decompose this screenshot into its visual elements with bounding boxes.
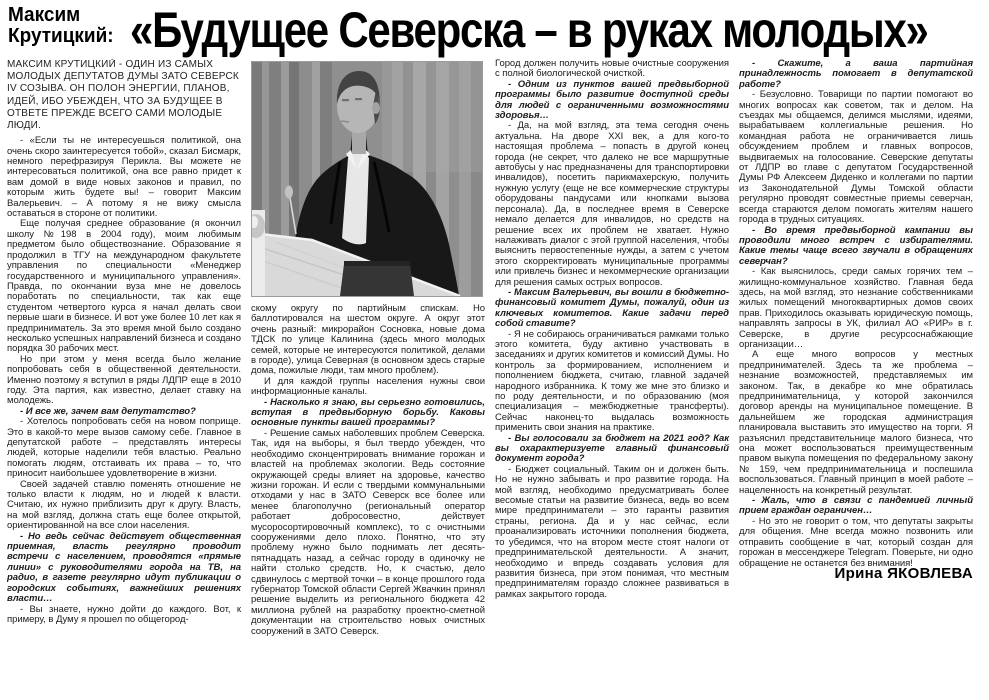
kicker-name — [8, 5, 114, 47]
article-column — [739, 59, 973, 700]
question-paragraph: - Но ведь сейчас действует общественная приемная, власть регулярно проводит встречи с населением, проводятся «прямые линии» с руководителями города на ТВ, на радио, в газете регулярно идут публикации о городских событиях, важнейших решениях власти… — [7, 530, 241, 605]
politician-photo — [252, 62, 482, 296]
article-column — [495, 59, 729, 700]
article-body — [7, 59, 982, 700]
article-paragraph: скому округу по партийным спискам. Но баллотировался на шестом округе. А округ этот очень разный: микрорайон Сосновка, новые дома ТДСК по улице Калинина (здесь много молодых семей, которые не интересуются политикой, делами в городе), улица Северная (в основном здесь старые дома, пожилые люди, там много проблем). — [251, 303, 485, 377]
article-paragraph: Но при этом у меня всегда было желание попробовать себя в общественной деятельности. Именно поэтому я вступил в ряды ЛДПР еще в 2010 году. Эта партия, как известно, делает ставку на молодежь. — [7, 353, 241, 407]
article-paragraph: - «Если ты не интересуешься политикой, она очень скоро заинтересуется тобой», сказал Бисмарк, немного перефразируя Перикла. Вы можете не интересоваться политикой, она все равно придет к вам домой в виде новых законов и правил, по которым жить будете вы! – говорит Максим Валерьевич. – А потому я не вижу смысла оставаться в стороне от политики. — [7, 135, 241, 220]
question-paragraph: - Вы голосовали за бюджет на 2021 год? Как вы охарактеризуете главный финансовый документ города? — [495, 432, 729, 465]
article-paragraph: - Как выяснилось, среди самых горячих тем – жилищно-коммунальное хозяйство. Главная беда здесь, на мой взгляд, это незнание собственниками жилых помещений многоквартирных домов своих прав. Приходилось оказывать юридическую помощь, направлять запросы в УК, филиал АО «РИР» в г. Северске, в другие ресурсоснабжающие организации… — [739, 266, 973, 350]
article-paragraph: - Да, на мой взгляд, эта тема сегодня очень актуальна. На дворе XXI век, а для кого-то настоящая проблема – попасть в другой конец города (не секрет, что далеко не все маршрутные автобусы у нас предназначены для транспортировки инвалидов), посетить парикмахерскую, получить нужную услугу (еще не все коммерческие структуры оборудованы пандусами или кнопками вызова персонала). Да, в последнее время в Северске немало делается для инвалидов, но средств на решение всех их проблем не хватает. Нужно налаживать диалог с этой группой населения, чтобы выяснить первостепенные нужды, а затем с учетом этого скорректировать муниципальные программы или привлечь бизнес и некоммерческие организации для решения самых острых вопросов. — [495, 120, 729, 288]
question-paragraph: - Насколько я знаю, вы серьезно готовились, вступая в предвыборную борьбу. Каковы основные пункты вашей программы? — [251, 396, 485, 429]
article-paragraph: - Я не собираюсь ограничиваться рамками только этого комитета, буду активно участвовать в заседаниях и других комитетов и комиссий Думы. Но контроль за формированием, исполнением и пополнением бюджета, считаю, главной задачей народного избранника. К тому же мне это близко и по роду деятельности, и по образованию (моя специализация – межбюджетные трансферты). Сейчас наконец-то выдалась возможность применить свои знания на практике. — [495, 328, 729, 434]
question-paragraph: - Во время предвыборной кампании вы проводили много встреч с избирателями. Какие темы чаще всего звучали в обращениях северчан? — [739, 224, 973, 267]
article-headline: «Будущее Северска – в руках молодых» — [130, 2, 928, 58]
kicker-line-1: Максим — [8, 4, 81, 26]
article-paragraph: МАКСИМ КРУТИЦКИЙ - ОДИН ИЗ САМЫХ МОЛОДЫХ ДЕПУТАТОВ ДУМЫ ЗАТО СЕВЕРСК IV СОЗЫВА. ОН ПОЛОН ЭНЕРГИИ, ПЛАНОВ, ИДЕЙ, ИБО УБЕЖДЕН, ЧТО ЗА БУДУЩЕЕ В ОТВЕТЕ ПРЕЖДЕ ВСЕГО САМИ МОЛОДЫЕ ЛЮДИ. — [7, 59, 239, 132]
article-paragraph: Своей задачей ставлю поменять отношение не только власти к людям, но и людей к власти. Считаю, их нужно приблизить друг к другу. Власть, на мой взгляд, должна стать еще более открытой, ориентированной на все слои населения. — [7, 478, 241, 532]
article-photo — [251, 61, 483, 297]
question-paragraph: - Скажите, а ваша партийная принадлежность помогает в депутатской работе? — [739, 59, 973, 90]
podium-equipment — [340, 264, 414, 296]
question-paragraph: - Одним из пунктов вашей предвыборной программы было развитие доступной среды для людей с ограниченными возможностями здоровья… — [495, 78, 729, 122]
article-paragraph: - Бюджет социальный. Таким он и должен быть. Но не нужно забывать и про развитие города. На мой взгляд, необходимо предусматривать более весомые статьи на развитие бизнеса, ведь во всем мире предприниматели – это гаранты развития страны, региона. Да и у нас сейчас, если проанализировать источники пополнения бюджета, то убедимся, что на втором месте стоят налоги от предпринимательской деятельности. А значит, необходимо и впредь создавать условия для развития бизнеса, при этом понимая, что местным предпринимателям гораздо сложнее развиваться в рамках закрытого города. — [495, 463, 729, 600]
article-paragraph: - Хотелось попробовать себя на новом поприще. Это в какой-то мере вызов самому себе. Главное в депутатской работе – представлять интересы людей, которые наделили тебя властью. Реально помогать людям, отстаивать их права – то, что приносит наибольшее удовлетворение в жизни. — [7, 416, 241, 480]
article-column — [7, 59, 241, 700]
headline-band — [0, 0, 989, 57]
podium-equipment-top — [344, 261, 410, 266]
article-column — [251, 59, 485, 700]
question-paragraph: - Жаль, что в связи с пандемией личный прием граждан ограничен… — [739, 495, 973, 517]
foreground-lectern — [252, 210, 265, 296]
article-paragraph: А еще много вопросов у местных предпринимателей. Здесь та же проблема – незнание возможностей, представляемых им законом. Так, в декабре ко мне обратилась предпринимательница, у которой закончился договор аренды на муниципальное помещение. В дальнейшем же городская администрация планировала выставить это имущество на торги. Я разъяснил представительнице малого бизнеса, что она может воспользоваться преимущественным правом выкупа помещения по федеральному закону № 159, чем предпринимательница и поспешила воспользоваться. Главный принцип в моей работе – нацеленность на конкретный результат. — [739, 349, 973, 496]
article-paragraph: - Безусловно. Товарищи по партии помогают во многих вопросах как советом, так и делом. На съездах мы общаемся, делимся мыслями, идеями, вырабатываем коллегиальные решения. Но командная работа не ограничивается лишь обсуждением проблем и главных вопросов, выдвигаемых на голосование. Северские депутаты от ЛДПР во главе с депутатом Государственной Думы РФ Алексеем Диденко и коллегами по партии из Законодательной Думы Томской области регулярно проводят совместные приемы северчан, всегда стараются делом помогать жителям нашего города в трудных ситуациях. — [739, 89, 973, 226]
article-paragraph: - Вы знаете, нужно дойти до каждого. Вот, к примеру, в Думу я прошел по общегород- — [7, 603, 241, 625]
author-byline: Ирина ЯКОВЛЕВА — [834, 564, 973, 582]
article-paragraph: - Решение самых наболевших проблем Северска. Так, идя на выборы, я был твердо убежден, что необходимо сконцентрировать внимание горожан и властей на проблемах экологии. Ведь состояние окружающей среды влияет на здоровье, качество жизни горожан. И если с твердыми коммунальными отходами у нас в ЗАТО Северск все более или менее благополучно (региональный оператор работает добросовестно, действует мусоросортировочный комплекс), то с очистными сооружениями дело плохо. Понятно, что эту проблему нужно было поднимать лет десять-пятнадцать назад, а сейчас городу в одиночку не найти столько средств. Но, к счастью, дело сдвинулось с мертвой точки – в конце прошлого года губернатор Томской области Сергей Жвачкин принял решение выделить из регионального бюджета 42 миллиона рублей на разработку проектно-сметной документации на строительство новых очистных сооружений в ЗАТО Северск. — [251, 427, 485, 637]
question-paragraph: - И все же, зачем вам депутатство? — [20, 405, 196, 417]
article-paragraph: Еще получая среднее образование (я окончил школу №198 в 2004 году), моим любимым предметом было обществознание. Образование я продолжил в ТГУ на международном факультете управления по специальности «Менеджер государственного и муниципального управления». Правда, по окончании вуза мне не довелось поработать по специальности, так как еще студентом четвертого курса я начал делать свои первые шаги в бизнесе. И вот уже более 10 лет как я предприниматель. За это время мной было создано несколько успешных направлений бизнеса и создано порядка 30 рабочих мест. — [7, 218, 241, 355]
kicker-line-2: Крутицкий: — [8, 25, 114, 47]
article-paragraph: - Но это не говорит о том, что депутаты закрыты для общения. Мне всегда можно позвонить или отправить сообщение в чат, который создан для горожан в мессенджере Telegram. Поверьте, ни одно обращение не останется без внимания! — [739, 515, 973, 569]
article-paragraph: Город должен получить новые очистные сооружения с полной биологической очисткой. — [495, 59, 729, 80]
article-paragraph: И для каждой группы населения нужны свои информационные каналы. — [251, 375, 485, 398]
question-paragraph: - Максим Валерьевич, вы вошли в бюджетно-финансовый комитет Думы, пожалуй, один из ключевых комитетов. Какие задачи перед собой ставите? — [495, 286, 729, 330]
